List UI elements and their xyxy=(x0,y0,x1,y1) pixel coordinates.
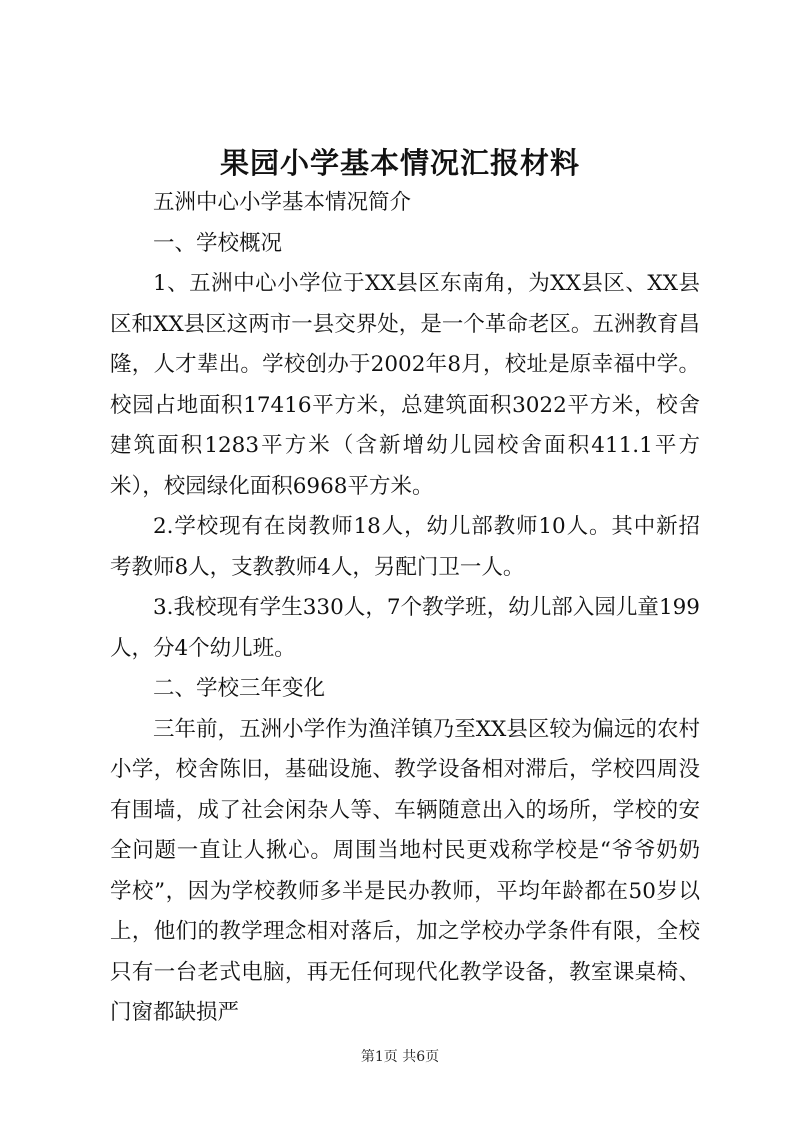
paragraph-teachers: 2.学校现有在岗教师18人，幼儿部教师10人。其中新招考教师8人，支教教师4人，另配门卫一人。 xyxy=(110,514,700,580)
paragraph-subtitle: 五洲中心小学基本情况简介 xyxy=(153,190,412,215)
page-number-footer: 第1页 共6页 xyxy=(360,1049,440,1065)
paragraph-location: 1、五洲中心小学位于XX县区东南角，为XX县区、XX县区和XX县区这两市一县交界处，是一个革命老区。五洲教育昌隆，人才辈出。学校创办于2002年8月，校址是原幸福中学。校园占地面积17416平方米，总建筑面积3022平方米，校舍建筑面积1283平方米（含新增幼儿园校舍面积411.1平方米），校园绿化面积6968平方米。 xyxy=(110,271,700,499)
section-heading-overview: 一、学校概况 xyxy=(153,230,283,256)
paragraph-students: 3.我校现有学生330人，7个教学班，幼儿部入园儿童199人，分4个幼儿班。 xyxy=(110,595,700,661)
section-heading-changes: 二、学校三年变化 xyxy=(153,676,326,701)
paragraph-three-years-ago: 三年前，五洲小学作为渔洋镇乃至XX县区较为偏远的农村小学，校舍陈旧，基础设施、教学设备相对滞后，学校四周没有围墙，成了社会闲杂人等、车辆随意出入的场所，学校的安全问题一直让人揪心。周围当地村民更戏称学校是“爷爷奶奶学校”，因为学校教师多半是民办教师，平均年龄都在50岁以上，他们的教学理念相对落后，加之学校办学条件有限，全校只有一台老式电脑，再无任何现代化教学设备，教室课桌椅、门窗都缺损严 xyxy=(110,716,700,1025)
document-body xyxy=(110,183,700,1034)
page-title: 果园小学基本情况汇报材料 xyxy=(219,146,580,180)
